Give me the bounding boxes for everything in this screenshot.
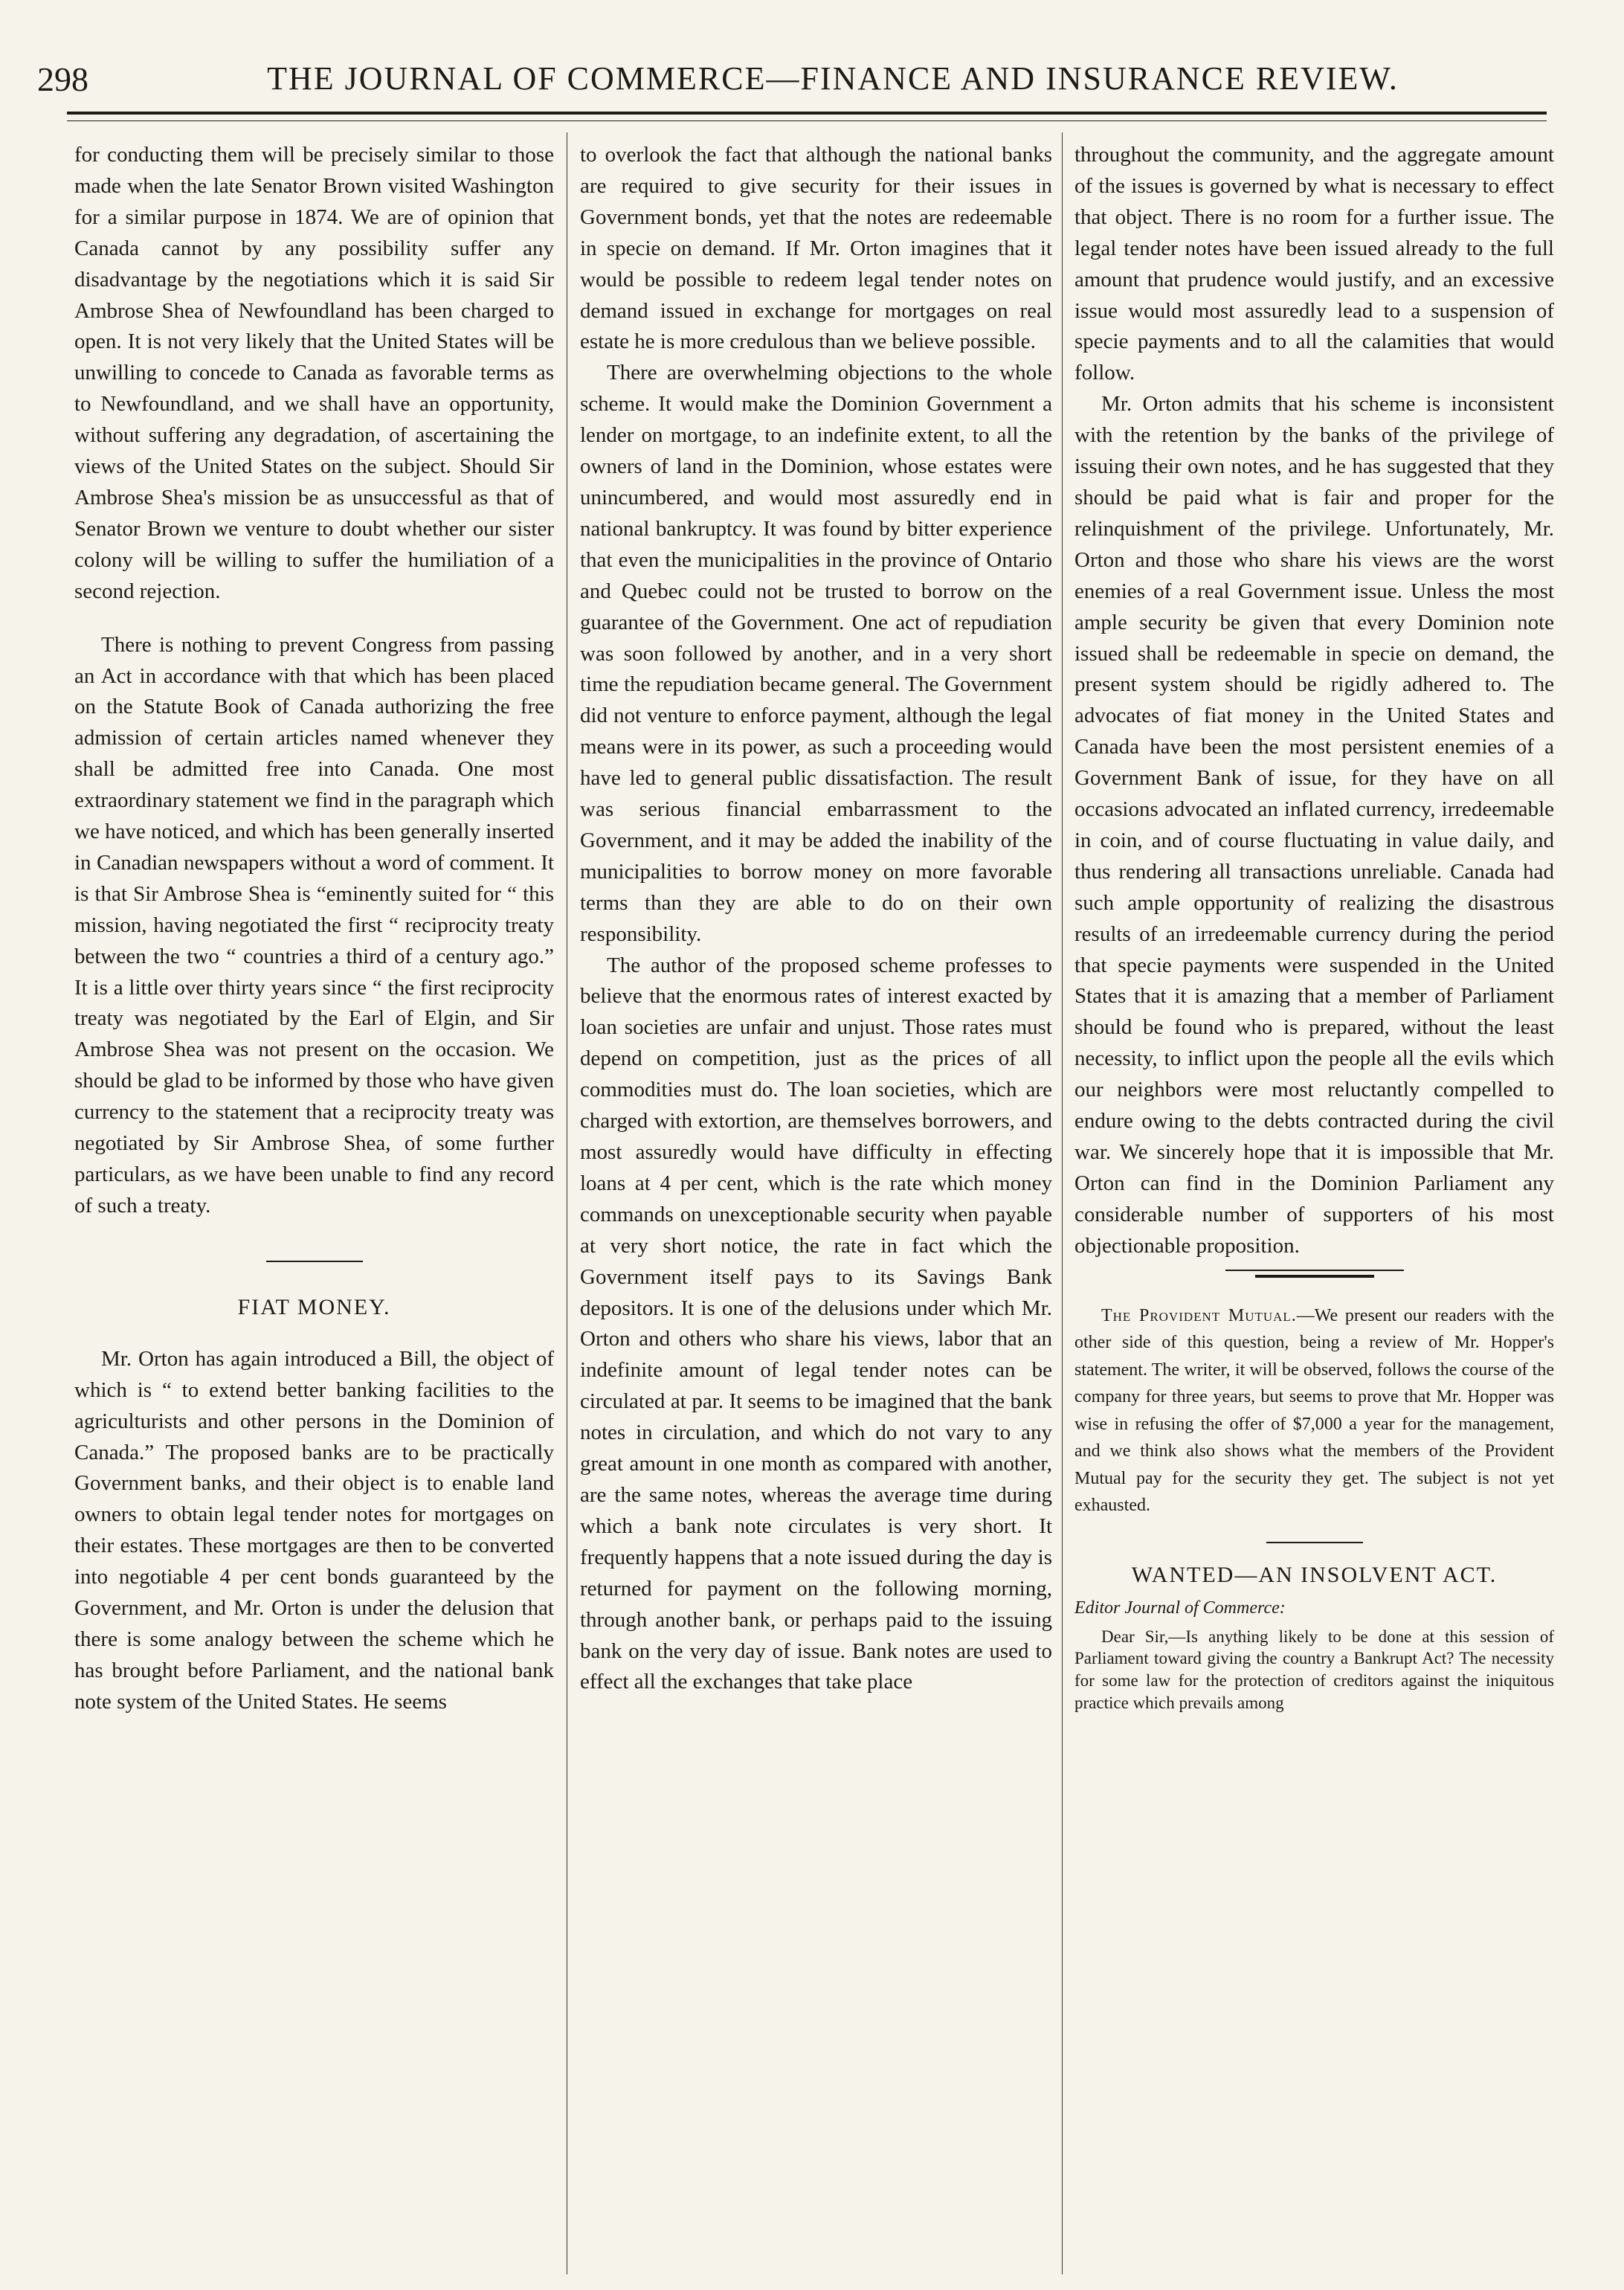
ornamental-divider [1225, 1270, 1404, 1280]
paragraph: The author of the proposed scheme professes to believe that the enormous rates of interest exacted by loan societies are unfair and unjust. Those rates must depend on competition, just as the prices of all commodities must do. The loan societies, which are charged with extortion, are themselves borrowers, and most assuredly would have difficulty in effecting loans at 4 per cent, which is the rate which money commands on unexceptionable security when payable at very short notice, the rate in fact which the Government itself pays to its Savings Bank depositors. It is one of the delusions under which Mr. Orton and others who share his views, labor that an indefinite amount of legal tender notes can be circulated at par. It seems to be imagined that the bank notes in circulation, and which do not vary to any great amount in one month as compared with another, are the same notes, whereas the average time during which a bank note circulates is very short. It frequently happens that a note issued during the day is returned for payment on the following morning, through another bank, or perhaps paid to the issuing bank on the very day of issue. Bank notes are used to effect all the exchanges that take place [580, 953, 1052, 1694]
paragraph: throughout the community, and the aggregate amount of the issues is governed by what is necessary to effect that object. There is no room for a further issue. The legal tender notes have been issued already to the full amount that prudence would justify, and an excessive issue would most assuredly lead to a suspension of specie payments and to all the calamities that would follow. [1074, 143, 1554, 385]
spacer [1074, 1280, 1554, 1302]
column-1 [74, 140, 554, 1718]
column-divider-right [1062, 132, 1063, 2274]
section-divider [266, 1261, 363, 1262]
news-item-provident-mutual [1074, 1302, 1554, 1519]
paragraph: for conducting them will be precisely similar to those made when the late Senator Brown visited Washington for a similar purpose in 1874. We are of opinion that Canada cannot by any possibility suffer any disadvantage by the negotiations which it is said Sir Ambrose Shea of Newfoundland has been charged to open. It is not very likely that the United States will be unwilling to concede to Canada as favorable terms as to Newfoundland, and we shall have an opportunity, without suffering any degradation, of ascertaining the views of the United States on the subject. Should Sir Ambrose Shea's mission be as unsuccessful as that of Senator Brown we venture to doubt whether our sister colony will be willing to suffer the humiliation of a second rejection. [74, 143, 554, 603]
page-header [37, 59, 1547, 104]
paragraph: Mr. Orton admits that his scheme is inconsistent with the retention by the banks of the privilege of issuing their own notes, and he has suggested that they should be paid what is fair and proper for the relinquishment of the privilege. Unfortunately, Mr. Orton and those who share his views are the worst enemies of a real Government issue. Unless the most ample security be given that every Dominion note issued shall be redeemable in specie on demand, the present system should be rigidly adhered to. The advocates of fiat money in the United States and Canada have been the most persistent enemies of a Government Bank of issue, for they have on all occasions advocated an inflated currency, irredeemable in coin, and of course fluctuating in value daily, and thus rendering all transactions unreliable. Canada had such ample opportunity of realizing the disastrous results of an irredeemable currency during the period that specie payments were suspended in the United States that it is amazing that a member of Parliament should be found who is prepared, without the least necessity, to inflict upon the people all the evils which our neighbors were most reluctantly compelled to endure owing to the debts contracted during the civil war. We sincerely hope that it is impossible that Mr. Orton can find in the Dominion Parliament any considerable number of supporters of his most objectionable proposition. [1074, 392, 1554, 1258]
divider-line [1225, 1270, 1404, 1271]
page-number: 298 [37, 60, 88, 98]
paragraph: There are overwhelming objections to the whole scheme. It would make the Dominion Government a lender on mortgage, to an indefinite extent, to all the owners of land in the Dominion, whose estates were unincumbered, and would most assuredly end in national bankruptcy. It was found by bitter experience that even the municipalities in the province of Ontario and Quebec could not be trusted to borrow on the guarantee of the Government. One act of repudiation was soon followed by another, and in a very short time the repudiation became general. The Government did not venture to enforce payment, although the legal means were in its power, as such a proceeding would have led to general public dissatisfaction. The result was serious financial embarrassment to the Government, and it may be added the inability of the municipalities to borrow money on more favorable terms than they are able to do on their own responsibility. [580, 361, 1052, 946]
section-heading-fiat-money: FIAT MONEY. [237, 1294, 391, 1319]
paragraph: There is nothing to prevent Congress from passing an Act in accordance with that which has been placed on the Statute Book of Canada authorizing the free admission of certain articles named whenever they shall be admitted free into Canada. One most extraordinary statement we find in the paragraph which we have noticed, and which has been generally inserted in Canadian newspapers without a word of comment. It is that Sir Ambrose Shea is “eminently suited for “ this mission, having negotiated the first “ reciprocity treaty between the two “ countries a third of a century ago.” It is a little over thirty years since “ the first reciprocity treaty was negotiated by the Earl of Elgin, and Sir Ambrose Shea was not present on the occasion. We should be glad to be informed by those who have given currency to the statement that a reciprocity treaty was negotiated by Sir Ambrose Shea, of some further particulars, as we have been unable to find any record of such a treaty. [74, 632, 554, 1218]
section-divider [1266, 1542, 1363, 1543]
news-item-body: —We present our readers with the other side of this question, being a review of Mr. Hopper's statement. The writer, it will be observed, follows the course of the company for three years, but seems to prove that Mr. Hopper was wise in refusing the offer of $7,000 a year for the management, and we think also shows what the members of the Provident Mutual pay for the security they get. The subject is not yet exhausted. [1074, 1305, 1555, 1516]
column-2 [580, 140, 1052, 1698]
news-item-lead: The Provident Mutual. [1101, 1305, 1297, 1325]
spacer [74, 1222, 554, 1261]
letter-body: Dear Sir,—Is anything likely to be done at this session of Parliament toward giving the country a Bankrupt Act? The necessity for some law for the protection of creditors against the iniquitous practice which prevails among [1074, 1627, 1554, 1713]
header-rule-thin [67, 120, 1547, 121]
header-rule-thick [67, 112, 1547, 115]
section-heading-insolvent-act: WANTED—AN INSOLVENT ACT. [1131, 1562, 1498, 1587]
paragraph: to overlook the fact that although the national banks are required to give security for their issues in Government bonds, yet that the notes are redeemable in specie on demand. If Mr. Orton imagines that it would be possible to redeem legal tender notes on demand issued in exchange for mortgages on real estate he is more credulous than we believe possible. [580, 143, 1052, 354]
column-3 [1074, 140, 1554, 1714]
journal-title: THE JOURNAL OF COMMERCE—FINANCE AND INSURANCE REVIEW. [267, 60, 1399, 97]
paragraph-gap [74, 608, 554, 630]
letter-address: Editor Journal of Commerce: [1074, 1598, 1286, 1618]
paragraph: Mr. Orton has again introduced a Bill, the object of which is “ to extend better banking facilities to the agriculturists and other persons in the Dominion of Canada.” The proposed banks are to be practically Government banks, and their object is to enable land owners to obtain legal tender notes for mortgages on their estates. These mortgages are then to be converted into negotiable 4 per cent bonds guaranteed by the Government, and Mr. Orton is under the delusion that there is some analogy between the scheme which he has brought before Parliament, and the national bank note system of the United States. He seems [74, 1346, 554, 1714]
divider-line [1255, 1275, 1374, 1278]
spacer [1074, 1519, 1554, 1542]
